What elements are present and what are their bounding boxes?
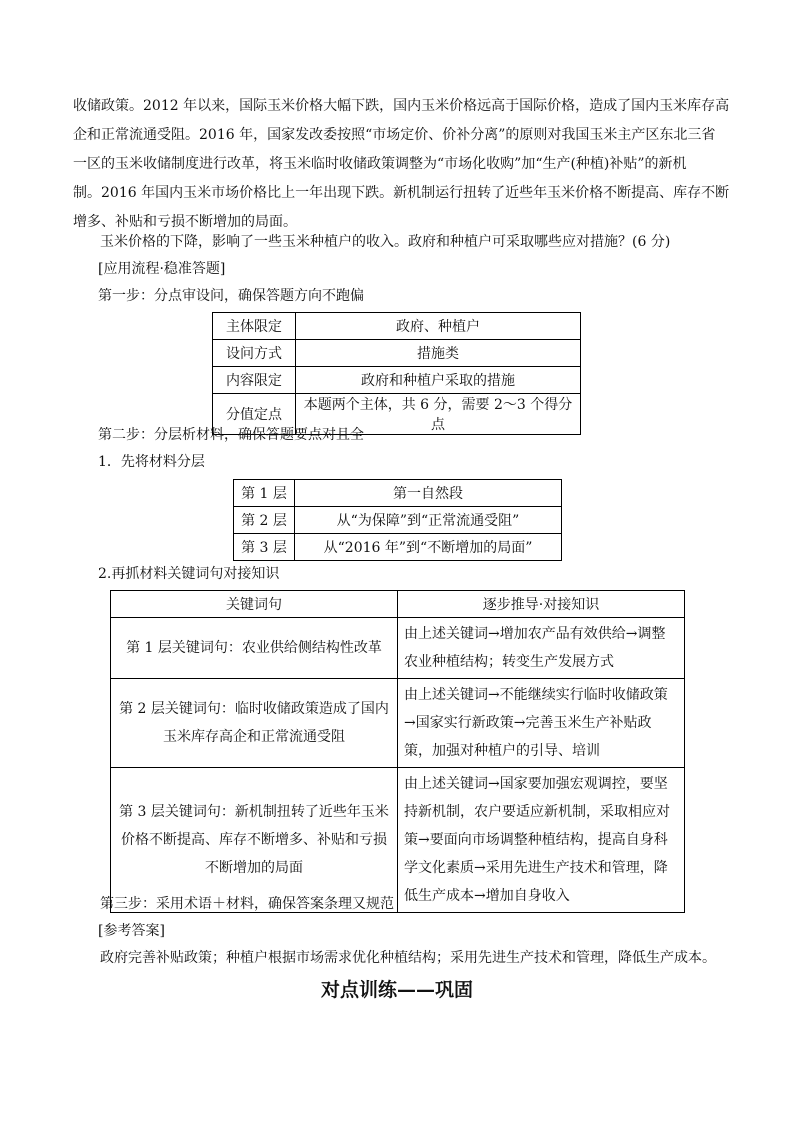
step3-heading: 第三步：采用术语＋材料，确保答案条理又规范 xyxy=(100,896,394,912)
table-row xyxy=(111,768,685,913)
row-label: 分值定点 xyxy=(213,394,296,435)
keyword-knowledge-table xyxy=(110,590,685,913)
intro-paragraph xyxy=(73,92,730,237)
keyword-cell: 第 1 层关键词句：农业供给侧结构性改革 xyxy=(111,618,398,679)
column-header: 逐步推导·对接知识 xyxy=(398,591,685,618)
row-label: 设问方式 xyxy=(213,340,296,367)
layer-label: 第 3 层 xyxy=(234,534,295,561)
table-row xyxy=(234,480,562,507)
intro-line: 制。2016 年国内玉米市场价格比上一年出现下跌。新机制运行扭转了近些年玉米价格不断提高、库存不断 xyxy=(73,185,730,201)
material-layers-table xyxy=(233,479,562,561)
sub1-heading: 1．先将材料分层 xyxy=(98,454,205,470)
intro-line: 企和正常流通受阻。2016 年，国家发改委按照“市场定价、价补分离”的原则对我国玉米主产区东北三省 xyxy=(73,127,716,143)
row-label: 主体限定 xyxy=(213,313,296,340)
answer-text: 政府完善补贴政策；种植户根据市场需求优化种植结构；采用先进生产技术和管理，降低生产成本。 xyxy=(100,950,716,966)
question-analysis-table xyxy=(212,312,581,435)
table-row xyxy=(213,313,581,340)
process-label: [应用流程·稳准答题] xyxy=(98,261,226,277)
table-row xyxy=(213,367,581,394)
table-row xyxy=(234,507,562,534)
layer-value: 第一自然段 xyxy=(295,480,562,507)
row-value: 政府、种植户 xyxy=(296,313,581,340)
intro-line: 收储政策。2012 年以来，国际玉米价格大幅下跌，国内玉米价格远高于国际价格，造成了国内玉米库存高 xyxy=(73,98,730,114)
column-header: 关键词句 xyxy=(111,591,398,618)
keyword-cell: 第 2 层关键词句：临时收储政策造成了国内玉米库存高企和正常流通受阻 xyxy=(111,679,398,768)
row-value: 措施类 xyxy=(296,340,581,367)
layer-value: 从“2016 年”到“不断增加的局面” xyxy=(295,534,562,561)
intro-line: 一区的玉米收储制度进行改革，将玉米临时收储政策调整为“市场化收购”加“生产(种植)补贴”的新机 xyxy=(73,156,687,172)
step1-heading: 第一步：分点审设问，确保答题方向不跑偏 xyxy=(98,288,364,304)
knowledge-cell: 由上述关键词→增加农产品有效供给→调整农业种植结构；转变生产发展方式 xyxy=(398,618,685,679)
row-value: 本题两个主体，共 6 分，需要 2～3 个得分点 xyxy=(296,394,581,435)
table-row xyxy=(213,340,581,367)
row-value: 政府和种植户采取的措施 xyxy=(296,367,581,394)
table-header-row xyxy=(111,591,685,618)
step2-heading: 第二步：分层析材料，确保答题要点对且全 xyxy=(98,427,364,443)
keyword-cell: 第 3 层关键词句：新机制扭转了近些年玉米价格不断提高、库存不断增多、补贴和亏损不断增加的局面 xyxy=(111,768,398,913)
row-label: 内容限定 xyxy=(213,367,296,394)
layer-label: 第 2 层 xyxy=(234,507,295,534)
sub2-heading: 2.再抓材料关键词句对接知识 xyxy=(98,566,280,582)
question-text: 玉米价格的下降，影响了一些玉米种植户的收入。政府和种植户可采取哪些应对措施？(6 分) xyxy=(100,234,671,250)
intro-line: 增多、补贴和亏损不断增加的局面。 xyxy=(73,214,297,230)
table-row xyxy=(111,618,685,679)
answer-label: [参考答案] xyxy=(98,923,165,939)
layer-label: 第 1 层 xyxy=(234,480,295,507)
section-heading: 对点训练——巩固 xyxy=(320,979,473,1001)
layer-value: 从“为保障”到“正常流通受阻” xyxy=(295,507,562,534)
knowledge-cell: 由上述关键词→不能继续实行临时收储政策→国家实行新政策→完善玉米生产补贴政策，加强对种植户的引导、培训 xyxy=(398,679,685,768)
table-row xyxy=(234,534,562,561)
knowledge-cell: 由上述关键词→国家要加强宏观调控，要坚持新机制，农户要适应新机制，采取相应对策→要面向市场调整种植结构，提高自身科学文化素质→采用先进生产技术和管理，降低生产成本→增加自身收入 xyxy=(398,768,685,913)
table-row xyxy=(111,679,685,768)
